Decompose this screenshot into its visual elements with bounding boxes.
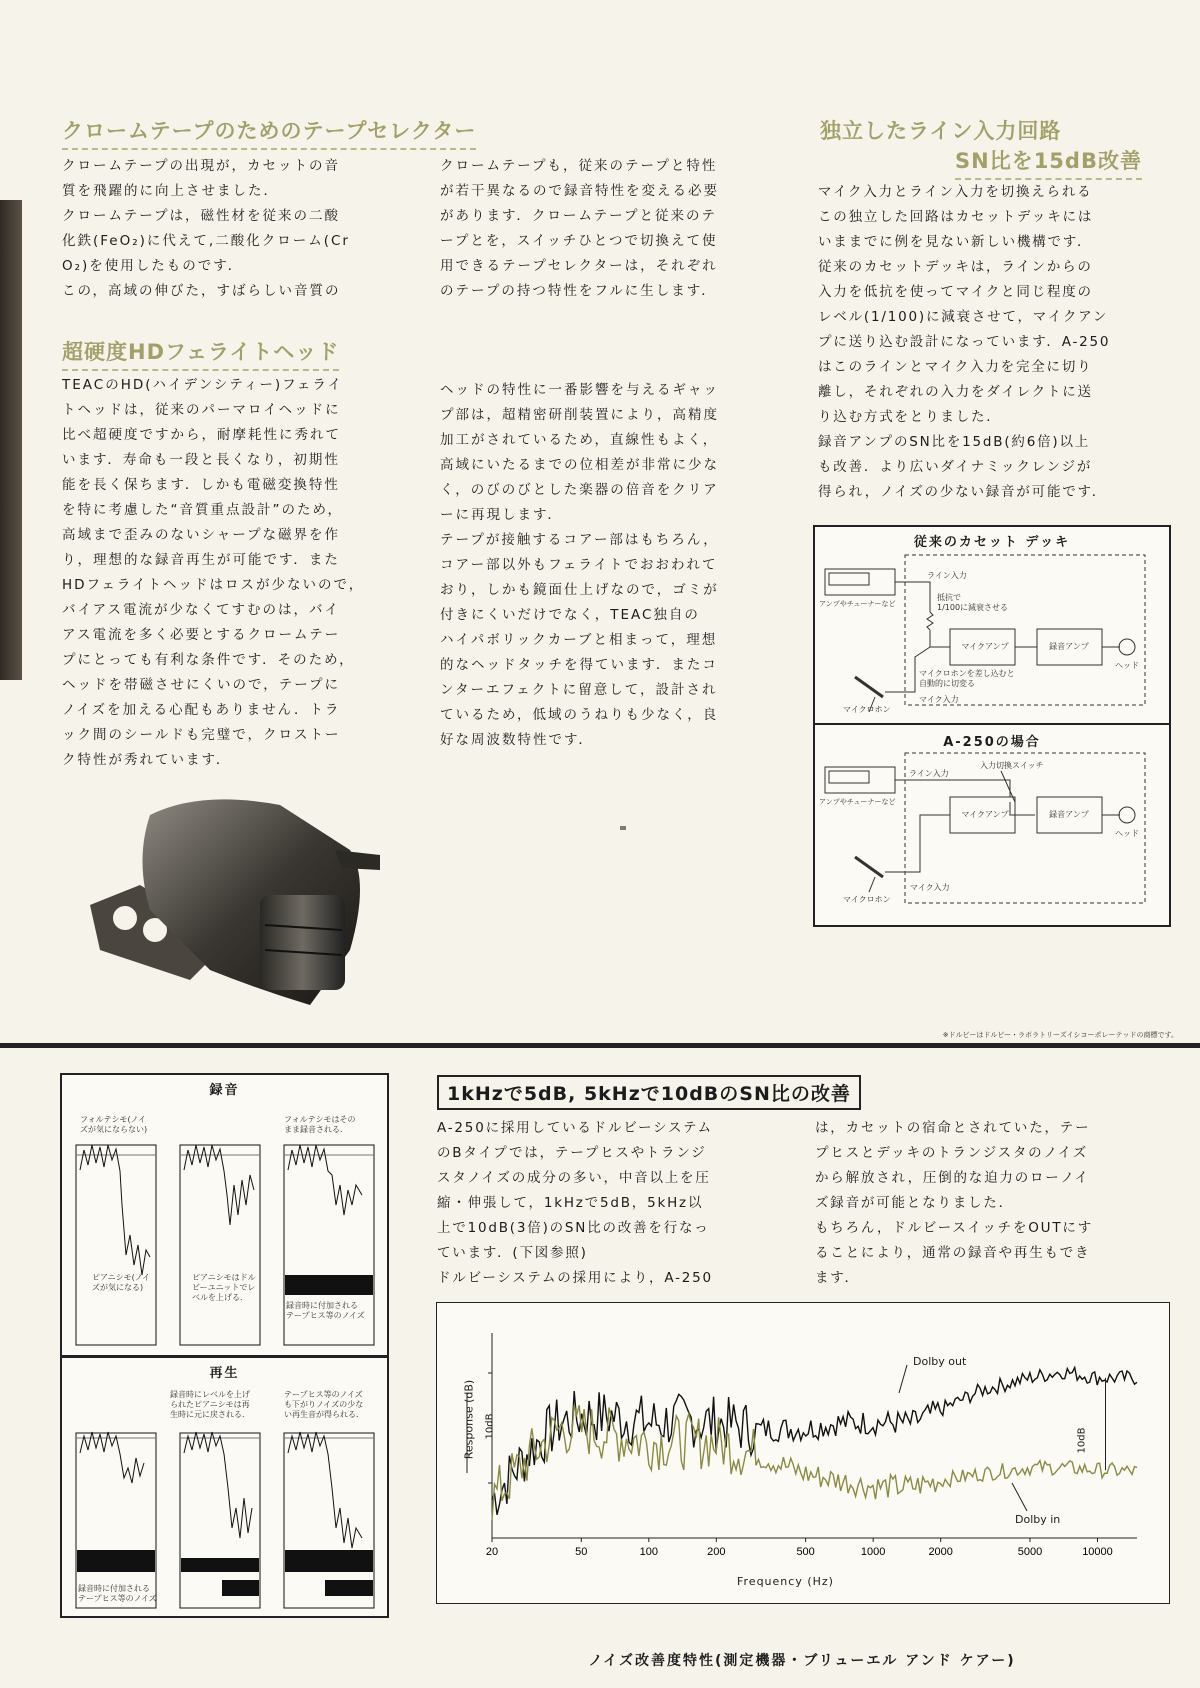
d2-line-in: ライン入力 [909, 769, 949, 778]
noise-reduction-chart [437, 1303, 1169, 1603]
ferrite-head-photo [80, 790, 400, 1015]
legend-dolby-out-pointer [899, 1365, 907, 1393]
rec-label-noise: 録音時に付加される テープヒス等のノイズ [286, 1301, 365, 1320]
d2-switch: 入力切換スイッチ [980, 761, 1044, 770]
print-speck [620, 826, 626, 830]
chart-x-tick-label-8: 10000 [1082, 1546, 1113, 1558]
chart-ylabel: Response (dB) [462, 1379, 476, 1460]
chart-series-1 [492, 1405, 1137, 1520]
rec-label-as-is: フォルテシモはその まま録音される． [284, 1115, 356, 1134]
chart-x-tick-label-2: 100 [639, 1546, 658, 1558]
play-label-restored: 録音時にレベルを上げ られたピアニシモは再 生時に元に戻される． [170, 1390, 250, 1419]
d1-resistor: 抵抗で 1/100に減衰させる [937, 593, 1009, 612]
chart-x-tick-label-4: 500 [796, 1546, 815, 1558]
d2-mic: マイクロホン [843, 895, 891, 904]
d2-head: ヘッド [1115, 829, 1139, 838]
d1-mic: マイクロホン [843, 705, 891, 714]
diagram-lines [815, 527, 1169, 925]
chart-10db-annotation: 10dB [1076, 1427, 1088, 1454]
chart-x-tick-label-1: 50 [575, 1546, 588, 1558]
line-input-heading: 独立したライン入力回路 [820, 119, 1062, 143]
sn-ratio-heading: SN比を15dB改善 [955, 145, 1142, 180]
d2-amp-tuner: アンプやチューナーなど [819, 798, 896, 806]
d1-mic-amp: マイクアンプ [961, 642, 1009, 651]
d2-rec-amp: 録音アンプ [1049, 810, 1089, 819]
chart-x-tick-label-0: 20 [485, 1546, 499, 1558]
noise-reduction-chart-panel [436, 1302, 1170, 1604]
hd-ferrite-col2: ヘッドの特性に一番影響を与えるギャッ プ部は，超精密研削装置により，高精度 加工がされているため，直線性もよく， 高域にいたるまでの位相差が非常に少な く，のびのびとした楽器の倍音をクリア ーに再現します． テープが接触するコアー部はもちろん， コアー部以外もフェライトでおおわれて おり，しかも鏡面仕上げなので，ゴミが 付きにくいだけでなく，TEAC独自の ハイパボリックカーブと相まって，理想 的なヘッドタッチを得ています．またコ ンターエフェクトに留意して，設計され ているため，低域のうねりも少なく，良 好な周波数特性です． [440, 382, 719, 748]
recording-panel [60, 1073, 389, 1357]
dolby-col2: は，カセットの宿命とされていた，テー プヒスとデッキのトランジスタのノイズ から解放され，圧倒的な迫力のローノイ ズ録音が可能となりました． もちろん，ドルビースイッチをOUTにす ることにより，通常の録音や再生もでき ます． [815, 1120, 1094, 1286]
dolby-trademark-footnote: ※ドルビーはドルビー・ラボラトリーズイシコーポレーテッドの商標です。 [942, 1031, 1178, 1039]
d1-head: ヘッド [1115, 661, 1139, 670]
play-label-noise: 録音時に付加される テープヒス等のノイズ [78, 1584, 157, 1603]
rec-label-raised: ピアニシモはドル ビーユニットでレ ベルを上げる． [192, 1273, 256, 1302]
d1-rec-amp: 録音アンプ [1049, 642, 1089, 651]
d1-line-in: ライン入力 [927, 571, 967, 580]
chart-xlabel: Frequency (Hz) [737, 1575, 834, 1588]
legend-dolby-out: Dolby out [913, 1355, 967, 1368]
playback-panel [60, 1356, 389, 1618]
chrome-tape-heading: クロームテープのためのテープセレクター [62, 115, 476, 150]
chart-x-tick-label-7: 5000 [1017, 1546, 1043, 1558]
d1-amp-tuner: アンプやチューナーなど [819, 600, 896, 608]
rec-label-pianissimo: ピアニシモ(ノイ ズが気になる) [92, 1273, 151, 1292]
d1-mic-in: マイク入力 [919, 695, 959, 704]
rec-label-fortissimo: フォルテシモ(ノイ ズが気にならない) [80, 1115, 148, 1134]
diagram2-title: A-250の場合 [943, 735, 1041, 750]
hd-ferrite-col1: TEACのHD(ハイデンシティー)フェライ トヘッドは，従来のパーマロイヘッドに 比べ超硬度ですから，耐摩耗性に秀れて います．寿命も一段と長くなり，初期性 能を長く保ちます．しかも電磁変換特性 を特に考慮した“音質重点設計”のため， 高域まで歪みのないシャープな磁界を作 り，理想的な録音再生が可能です．また HDフェライトヘッドはロスが少ないので， バイアス電流が少なくてすむのは，バイ アス電流を多く必要とするクロームテー プにとっても有利な条件です．そのため， ヘッドを帯磁させにくいので，テープに ノイズを加える心配もありません．トラ ック間のシールドも完璧で，クロストー ク特性が秀れています． [62, 377, 365, 768]
legend-dolby-in: Dolby in [1015, 1513, 1061, 1526]
d2-mic-in: マイク入力 [910, 883, 950, 892]
page-edge-shadow [0, 200, 22, 680]
chart-left-10db: 10dB [484, 1413, 496, 1440]
hd-ferrite-heading: 超硬度HDフェライトヘッド [62, 336, 339, 371]
chart-series-0 [492, 1368, 1137, 1515]
input-circuit-diagrams [813, 525, 1171, 927]
chrome-tape-col2: クロームテープも，従来のテープと特性 が若干異なるので録音特性を変える必要 があります．クロームテープと従来のテ ープとを，スイッチひとつで切換えて使 用できるテープセレクターは，それぞれ のテープの持つ特性をフルに生します． [440, 158, 719, 299]
recording-title: 録音 [209, 1083, 240, 1098]
chrome-tape-col1: クロームテープの出現が，カセットの音 質を飛躍的に向上させました． クロームテープは，磁性材を従来の二酸 化鉄(FeO₂)に代えて,二酸化クローム(Cr O₂)を使用したものです． この，高域の伸びた，すばらしい音質の [62, 158, 350, 299]
chart-caption: ノイズ改善度特性(測定機器・ブリューエル アンド ケアー) [588, 1653, 1016, 1669]
diagram1-title: 従来のカセット デッキ [913, 535, 1071, 550]
dolby-heading: 1kHzで5dB, 5kHzで10dBのSN比の改善 [437, 1075, 861, 1110]
line-input-body: マイク入力とライン入力を切換えられる この独立した回路はカセットデッキには いままでに例を見ない新しい機構です． 従来のカセットデッキは，ラインからの 入力を低抗を使ってマイクと同じ程度の レベル(1/100)に減衰させて，マイクアン プに送り込む設計になっています．A-250 はこのラインとマイク入力を完全に切り 離し，それぞれの入力をダイレクトに送 り込む方式をとりました． 録音アンプのSN比を15dB(約6倍)以上 も改善．より広いダイナミックレンジが 得られ，ノイズの少ない録音が可能です． [818, 184, 1111, 500]
play-label-reduced: テープヒス等のノイズ も下がりノイズの少な い再生音が得られる． [284, 1390, 364, 1419]
dolby-col1: A-250に採用しているドルビーシステム のBタイプでは，テープヒスやトランジ スタノイズの成分の多い，中音以上を圧 縮・伸張して，1kHzで5dB，5kHz以 上で10dB(3倍)のSN比の改善を行なっ ています．(下図参照) ドルビーシステムの採用により，A-250 [437, 1120, 713, 1286]
section-divider [0, 1043, 1200, 1048]
chart-x-tick-label-3: 200 [707, 1546, 726, 1558]
d1-auto-switch: マイクロホンを差し込むと 自動的に切変る [919, 669, 1015, 688]
legend-dolby-in-pointer [1012, 1483, 1027, 1511]
chart-x-tick-label-6: 2000 [928, 1546, 953, 1558]
playback-title: 再生 [209, 1366, 240, 1381]
d2-mic-amp: マイクアンプ [961, 810, 1009, 819]
chart-x-tick-label-5: 1000 [860, 1546, 886, 1558]
